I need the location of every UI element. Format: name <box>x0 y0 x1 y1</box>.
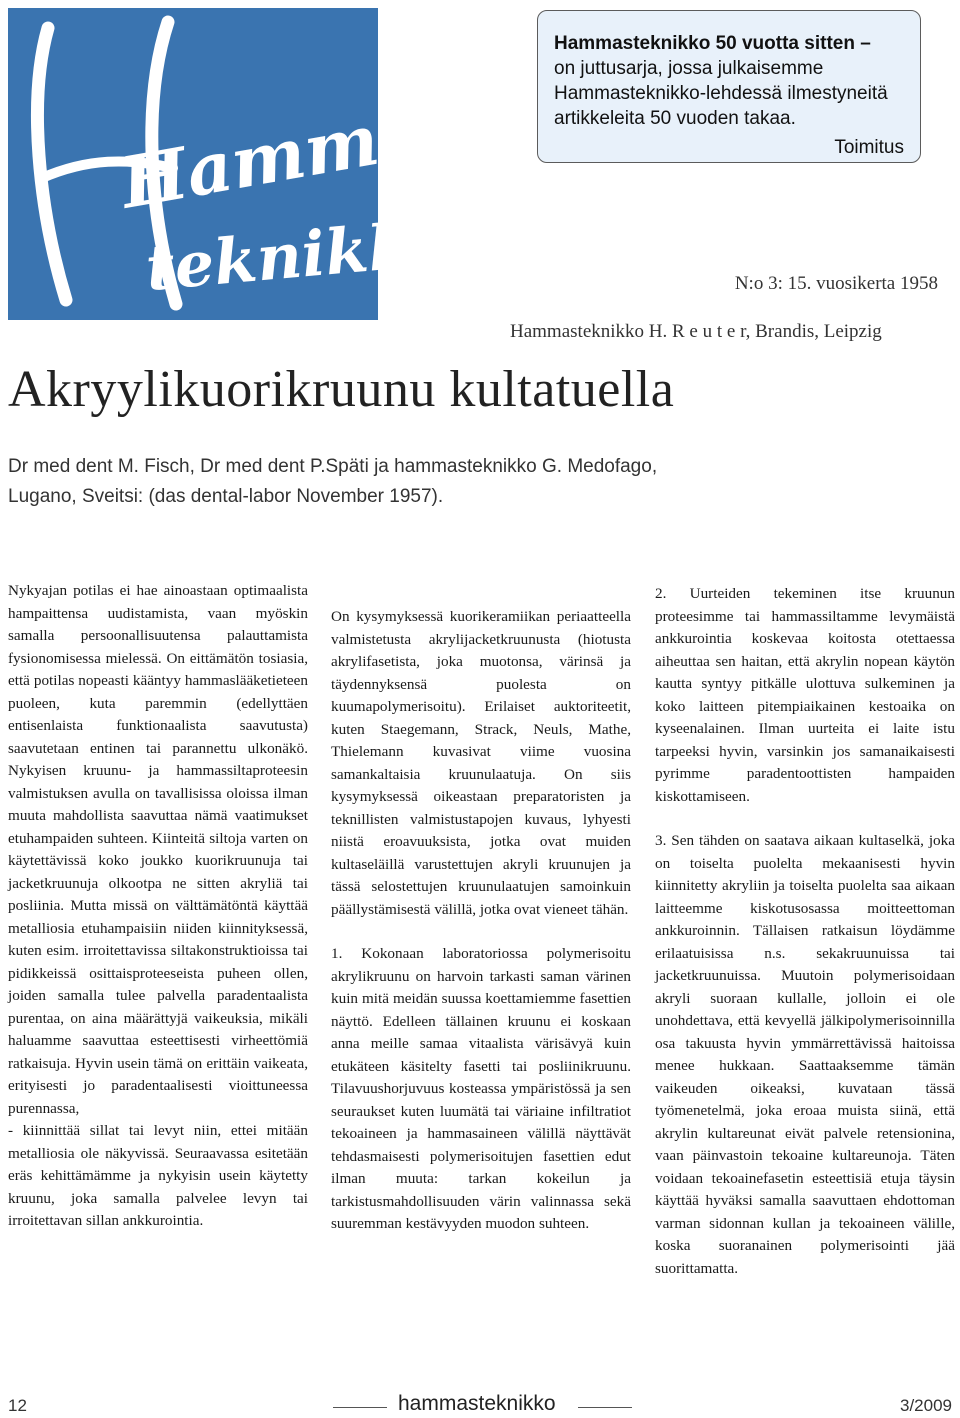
text-column-1 <box>8 580 308 1233</box>
col1-paragraph-2: - kiinnittää sillat tai levyt niin, ettei mitään metalliosia ole näkyvissä. Seuraavassa esitetään eräs kehittämämme ja nykyisin usein käytetty kruunu, joka samalla palvelee levyn tai irroitettavan sillan ankkurointia. <box>8 1122 308 1229</box>
series-notice-box <box>537 10 921 163</box>
col2-paragraph-1: On kysymyksessä kuorikeramiikan periaatteella valmistetusta akrylijacketkruunusta (hiotusta akrylifasetista, joka muotonsa, värinsä ja täydennyksensä puolesta on kuumapolymerisoitu). Erilaiset auktoriteetit, kuten Staegemann, Strack, Neuls, Mathe, Thielemann kuvasivat viime vuosina samankaltaisia kruunulaatuja. On siis kysymyksessä oikeastaan preparatoristen ja teknillisten valmistustapojen kuvaus, lyhyesti niistä eroavuuksista, jotka ovat muiden kultaseläillä varustettujen akryli kruunujen ja tässä selostettujen kruunulaatujen samoinkuin päällystämisestä välillä, jotka ovat vieneet tähän. <box>331 608 631 918</box>
footer-rule-right <box>578 1407 632 1408</box>
cover-logo-line1: Hammas- <box>114 78 497 225</box>
col3-paragraph-2: 3. Sen tähden on saatava aikaan kultaselkä, joka on toiselta puolelta mekaanisesti hyvin kiinnitetty akryliin ja toiselta puolelta saa aikaan laitteemme kiskotusosassa moitteettoman ankkuroinnin. Tällaisen ratkaisun löydämme erilaatuisissa n.s. sekakruunuissa tai jacketkruunuissa. Muutoin polymerisoidaan akryli suoraan kullalle, jolloin ei ole unohdettava, että kevyellä jälkipolymerisoinnilla osa takuusta hyvin ymmärrettävissä haitoissa menee hukkaan. Saattaaksemme tämän vaikeuden oikeaksi, kuvataan tässä työmenetelmä, joka eroaa muista siinä, että akrylin kultareunat eivät palvele retensionina, vaan päinvastoin tekoaine kultareunoja. Täten voidaan tekoainefasetin esteettisiä etuja täysin käyttää hyväksi samalla saavuttaen ehdottoman varman sidonnan kullan ja tekoaineen välille, koska suoranainen polymerisointi jää suorittamatta. <box>655 832 955 1277</box>
original-byline: Hammasteknikko H. R e u t e r, Brandis, Leipzig <box>510 321 882 342</box>
magazine-cover-image <box>8 8 497 320</box>
col2-paragraph-2: 1. Kokonaan laboratoriossa polymerisoitu akrylikruunu on harvoin tarkasti saman värinen kuin mitä meidän suussa koettamiemme fasettien näyttö. Edelleen tällainen kruunu ei koskaan anna meille samaa vitaalista värisävyä kuin etukäteen käsitelty fasetti tai posliinikruunu. Tilavuushorjuvuus kosteassa ympäristössä ja sen seuraukset kuten luumätä tai väriaine infiltratiot tekoaineen ja hammasaineen välillä näyttävät tehdasmaisesti polymerisoitujen fasettien edut ilman muuta: tarkan kokeilun ja tarkistusmahdollisuuden värin valinnassa sekä suuremman kestävyyden muodon suhteen. <box>331 945 631 1232</box>
notice-body: on juttusarja, jossa julkaisemme Hammasteknikko-lehdessä ilmestyneitä artikkeleita 50 vuoden takaa. <box>554 58 888 129</box>
text-column-2 <box>331 606 631 1236</box>
col3-paragraph-1: 2. Uurteiden tekeminen itse kruunun proteesimme tai hammassiltamme levymäistä ankkurointia koskevaa koitosta otettaessa aiheuttaa sen haitan, että akrylin nopean käytön kautta syntyy pitkälle ulottuva sulkeminen ja koko laitteen pitempiaikainen kestoaika on kyseenalainen. Ilman uurteita ei laite istu tarpeeksi hyvin, varsinkin jos samanaikaisesti pyrimme paradentoottisten hampaiden kiskottamiseen. <box>655 585 955 805</box>
footer-issue-date: 3/2009 <box>900 1396 952 1415</box>
footer-rule-left <box>333 1407 387 1408</box>
cover-logo <box>8 8 497 320</box>
text-column-3 <box>655 583 955 1280</box>
footer-magazine-name: hammasteknikko <box>398 1392 556 1415</box>
page-footer <box>0 1392 960 1418</box>
notice-headline: Hammasteknikko 50 vuotta sitten – <box>554 33 871 54</box>
page-number: 12 <box>8 1396 27 1415</box>
article-authors: Dr med dent M. Fisch, Dr med dent P.Späti ja hammasteknikko G. Medofago, Lugano, Sveitsi: (das dental-labor November 1957). <box>8 456 658 507</box>
article-title: Akryylikuorikruunu kultatuella <box>8 361 675 418</box>
issue-line: N:o 3: 15. vuosikerta 1958 <box>734 273 938 294</box>
col1-paragraph-1: Nykyajan potilas ei hae ainoastaan optimaalista hampaittensa uudistamista, vaan myöskin samalla persoonallisuutensa palauttamista fysionomisessa mielessä. On eittämätön tosiasia, että potilas nopeasti kääntyy hammaslääketieteen puoleen, kuta paremmin (edellyttäen entisenlaista funktionaalista saavutusta) saavutetaan entinen tai parannettu ulkonäkö. Nykyisen kruunu- ja hammassiltaproteesin valmistuksen avulla on tavallisissa oloissa ilman muuta mahdollista saavuttaa nämä vaatimukset etuhampaiden suhteen. Kiinteitä siltoja varten on käytettävissä koko joukko kuorikruunuja tai jacketkruunuja olkootpa ne sitten akryliä tai posliinia. Mutta missä on välttämätöntä käyttää metalliosia etuhampaisiin niiden kiinnityksessä, kuten esim. irroitettavissa siltakonstruktioissa tai pidikkeissä osittaisproteeseista puheen ollen, joiden samalla tulee palvella paradentaalista purentaa, on aina määrättyjä vaikeuksia, mikäli haluamme saavuttaa esteettisesti virheettömiä ratkaisuja. Hyvin usein tämä on erittäin vaikeata, erityisesti jo paradentaalisesti vioittuneessa purennassa, <box>8 582 308 1117</box>
cover-logo-line2: teknikko <box>142 205 456 305</box>
notice-signature: Toimitus <box>834 137 904 158</box>
